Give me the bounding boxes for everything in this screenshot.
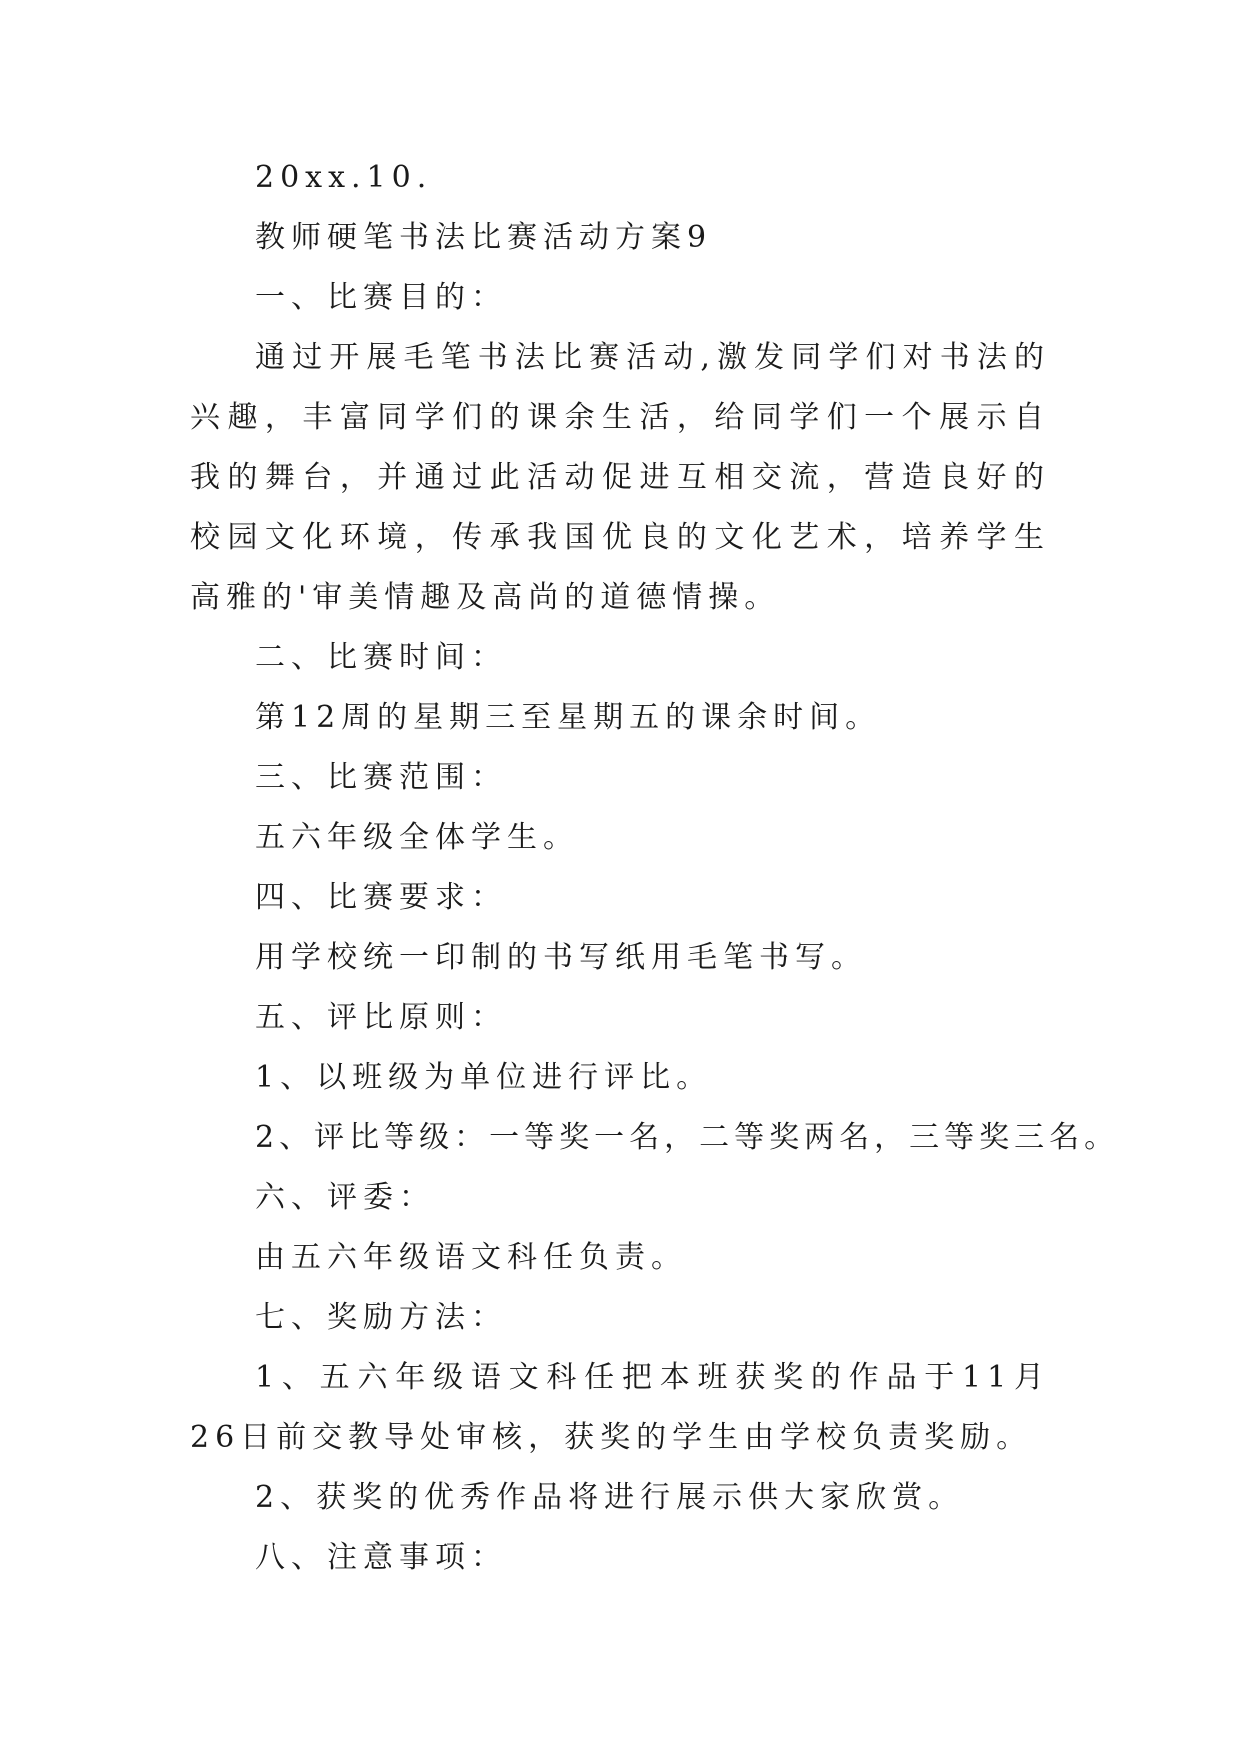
list-item-principle-2: 2、评比等级：一等奖一名，二等奖两名，三等奖三名。 bbox=[255, 1120, 1120, 1155]
section-heading-notes: 八、注意事项： bbox=[255, 1540, 507, 1575]
section-body-purpose: 通过开展毛笔书法比赛活动,激发同学们对书法的兴趣，丰富同学们的课余生活，给同学们一个展示自我的舞台，并通过此活动促进互相交流，营造良好的校园文化环境，传承我国优良的文化艺术，培养学生高雅的'审美情趣及高尚的道德情操。 bbox=[190, 340, 1050, 615]
date-line: 20xx.10. bbox=[255, 160, 433, 195]
section-body-judges: 由五六年级语文科任负责。 bbox=[255, 1240, 687, 1275]
section-body-scope: 五六年级全体学生。 bbox=[255, 820, 579, 855]
section-heading-principles: 五、评比原则： bbox=[255, 1000, 507, 1035]
list-item-reward-2: 2、获奖的优秀作品将进行展示供大家欣赏。 bbox=[255, 1480, 965, 1515]
document-title: 教师硬笔书法比赛活动方案9 bbox=[255, 220, 713, 255]
list-item-reward-1: 1、五六年级语文科任把本班获奖的作品于11月26日前交教导处审核，获奖的学生由学校负责奖励。 bbox=[190, 1360, 1050, 1455]
section-heading-purpose: 一、比赛目的： bbox=[255, 280, 507, 315]
section-heading-requirements: 四、比赛要求： bbox=[255, 880, 507, 915]
section-heading-scope: 三、比赛范围： bbox=[255, 760, 507, 795]
list-item-principle-1: 1、以班级为单位进行评比。 bbox=[255, 1060, 713, 1095]
section-body-time: 第12周的星期三至星期五的课余时间。 bbox=[255, 700, 882, 735]
section-body-requirements: 用学校统一印制的书写纸用毛笔书写。 bbox=[255, 940, 867, 975]
document-body bbox=[190, 148, 1120, 1588]
section-heading-judges: 六、评委： bbox=[255, 1180, 435, 1215]
section-heading-time: 二、比赛时间： bbox=[255, 640, 507, 675]
section-heading-rewards: 七、奖励方法： bbox=[255, 1300, 507, 1335]
